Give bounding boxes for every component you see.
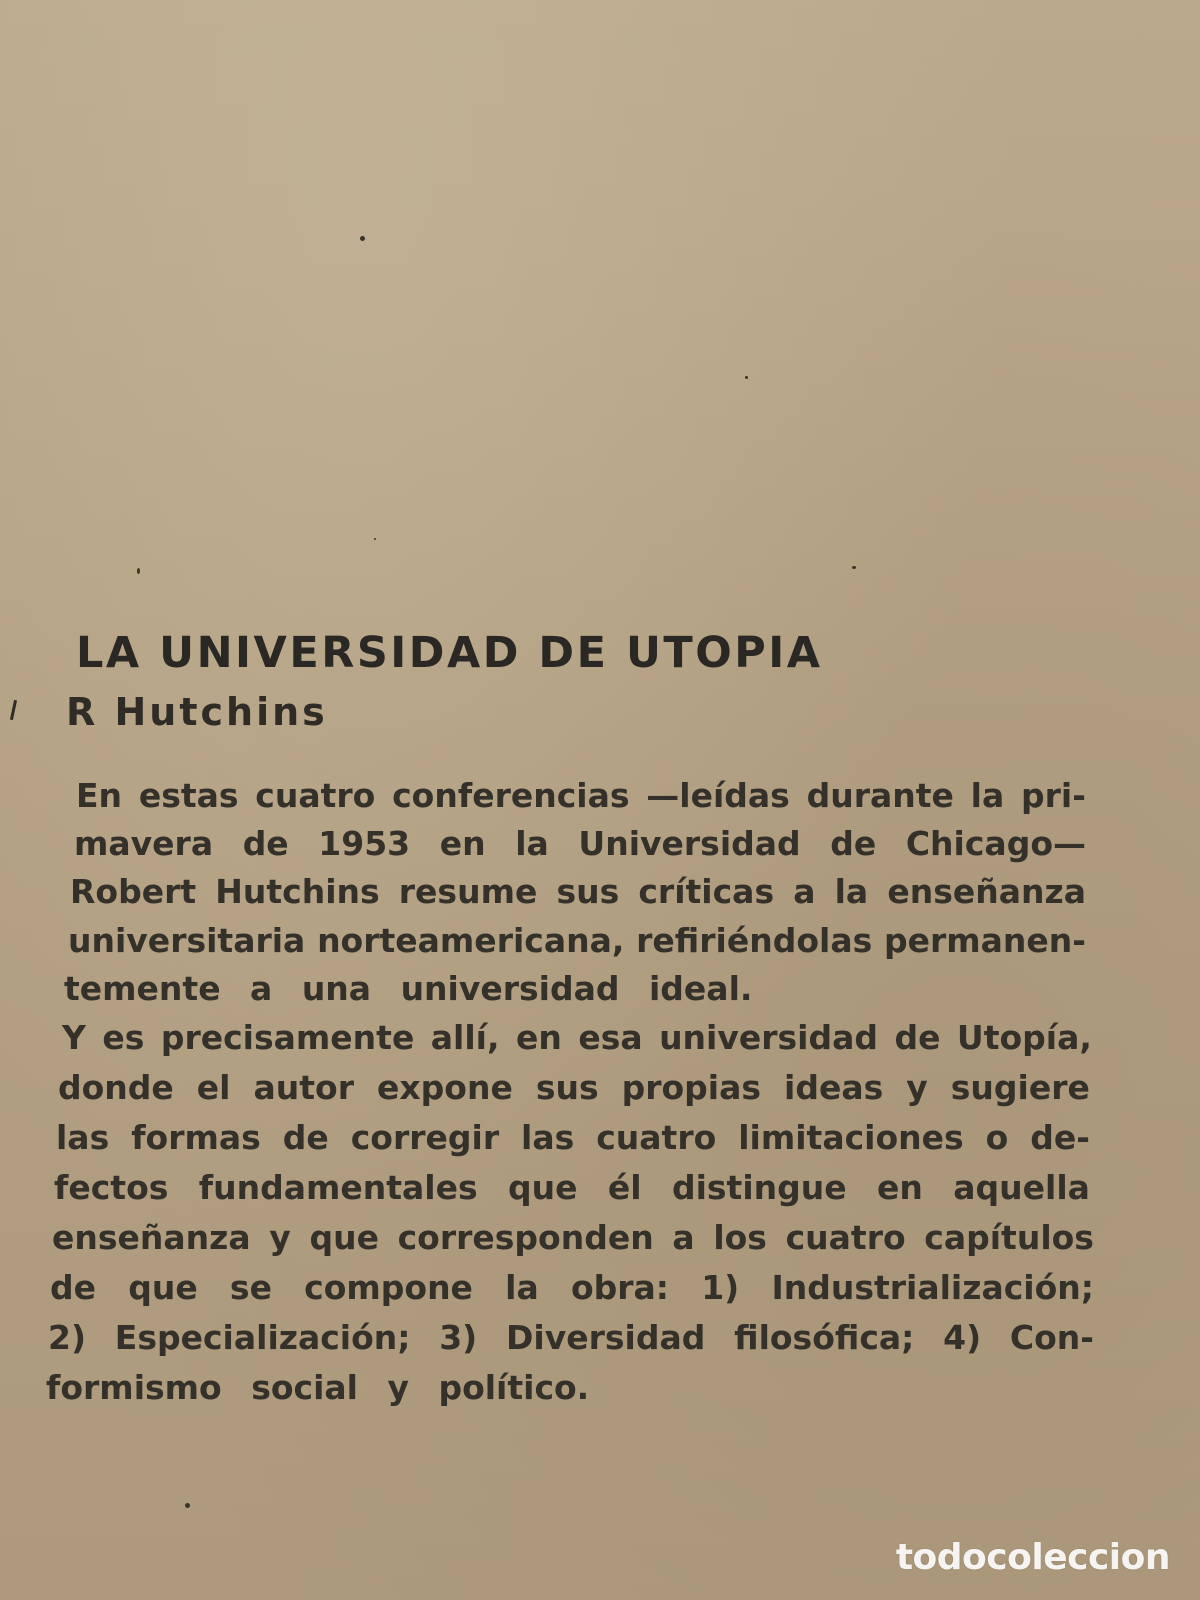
paper-speck: [745, 376, 748, 379]
description-line: las formas de corregir las cuatro limitaciones o de-: [56, 1118, 1090, 1157]
paper-speck: [852, 566, 856, 569]
book-title: LA UNIVERSIDAD DE UTOPIA: [76, 628, 823, 678]
description-line: universitaria norteamericana, refiriéndolas permanen-: [68, 921, 1086, 960]
description-line: 2) Especialización; 3) Diversidad filosófica; 4) Con-: [48, 1318, 1094, 1357]
description-line: mavera de 1953 en la Universidad de Chicago—: [74, 824, 1086, 863]
description-line: fectos fundamentales que él distingue en aquella: [54, 1168, 1090, 1207]
description-line: Robert Hutchins resume sus críticas a la enseñanza: [70, 872, 1086, 911]
paper-speck: [185, 1503, 190, 1508]
description-line: temente a una universidad ideal.: [64, 969, 753, 1008]
description-line: donde el autor expone sus propias ideas y sugiere: [58, 1068, 1090, 1107]
description-line: Y es precisamente allí, en esa universidad de Utopía,: [62, 1018, 1092, 1057]
description-line: de que se compone la obra: 1) Industrialización;: [50, 1268, 1094, 1307]
book-author: R Hutchins: [66, 690, 328, 734]
watermark-logo: todocoleccion: [895, 1537, 1170, 1578]
paper-speck: [360, 236, 365, 241]
paper-speck: [137, 568, 140, 574]
description-line: enseñanza y que corresponden a los cuatro capítulos: [52, 1218, 1094, 1257]
description-line: En estas cuatro conferencias —leídas durante la pri-: [76, 776, 1086, 815]
pencil-mark: [10, 700, 17, 720]
description-line: formismo social y político.: [46, 1368, 590, 1407]
paper-speck: [374, 538, 376, 540]
